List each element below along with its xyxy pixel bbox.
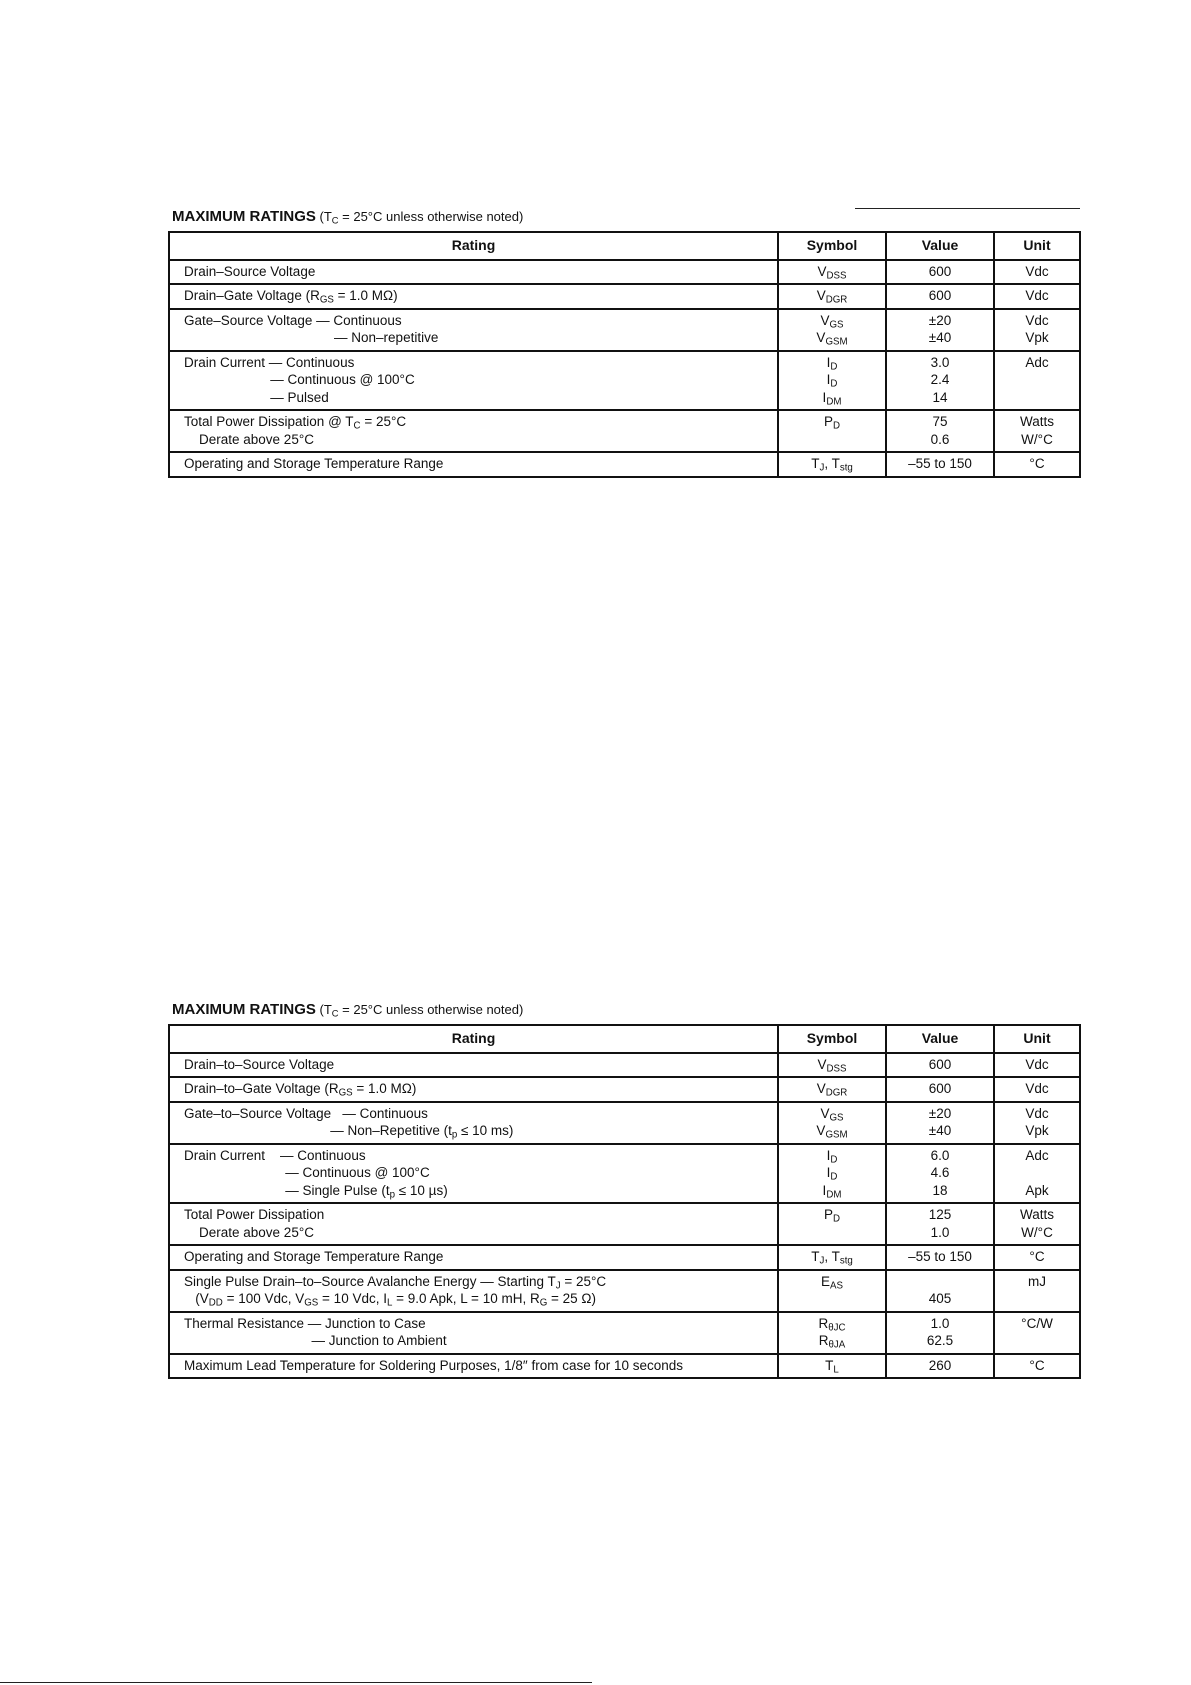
symbol-text: $I_D$ — [826, 372, 838, 390]
unit-text: Vdc — [1025, 1105, 1049, 1121]
table-row — [169, 1144, 1080, 1204]
unit-text: W/°C — [1021, 431, 1053, 447]
value-cell — [886, 1354, 994, 1379]
table-body — [169, 1053, 1080, 1379]
header-row — [169, 1025, 1080, 1053]
rating-text: Thermal Resistance — Junction to Case — [184, 1315, 426, 1331]
value-cell — [886, 351, 994, 411]
symbol-cell — [778, 284, 886, 309]
rating-cell — [169, 410, 778, 452]
rating-text: Maximum Lead Temperature for Soldering Purposes, 1/8″ from case for 10 seconds — [184, 1357, 684, 1373]
rating-cell — [169, 309, 778, 351]
value-text: 600 — [928, 288, 952, 303]
unit-text — [999, 1164, 1075, 1182]
symbol-text: $P_D$ — [823, 1207, 841, 1225]
symbol-cell — [778, 1354, 886, 1379]
column-header-symbol: Symbol — [778, 1025, 886, 1053]
table-heading — [172, 1000, 1079, 1019]
rating-text: Drain–to–Gate Voltage ($R_{GS} = 1.0$ MΩ) — [184, 1081, 417, 1099]
rating-cell — [169, 1270, 778, 1312]
rating-text: Derate above 25°C — [184, 1224, 314, 1240]
symbol-text: $T_L$ — [825, 1357, 839, 1375]
rating-cell — [169, 1245, 778, 1270]
symbol-text: $I_{DM}$ — [822, 1182, 842, 1200]
value-text: 3.0 — [930, 354, 950, 370]
rating-text: Gate–Source Voltage — Continuous — [184, 312, 402, 328]
value-text: 18 — [932, 1182, 948, 1198]
bottom-rule — [0, 1682, 592, 1683]
column-header-unit: Unit — [994, 1025, 1080, 1053]
header-row — [169, 232, 1080, 260]
symbol-text: $V_{GS}$ — [820, 1105, 844, 1123]
column-header-symbol: Symbol — [778, 232, 886, 260]
unit-text: Watts — [1019, 1207, 1054, 1222]
table-row — [169, 1270, 1080, 1312]
symbol-cell — [778, 351, 886, 411]
unit-text: mJ — [1028, 1273, 1046, 1289]
symbol-cell — [778, 1102, 886, 1144]
heading-title: MAXIMUM RATINGS — [172, 1001, 316, 1018]
symbol-text: $T_J$, $T_{stg}$ — [811, 1249, 853, 1267]
rating-text: — Continuous @ 100°C — [184, 1165, 430, 1180]
rating-text: — Non–repetitive — [184, 330, 439, 345]
value-text: 14 — [932, 389, 948, 405]
rating-text: Drain–Source Voltage — [184, 263, 316, 279]
rating-text: Drain–Gate Voltage ($R_{GS} = 1.0$ MΩ) — [184, 288, 398, 306]
rating-cell — [169, 1203, 778, 1245]
value-text: 75 — [932, 414, 948, 429]
unit-text: Vdc — [1025, 1056, 1049, 1072]
value-cell — [886, 1203, 994, 1245]
value-cell — [886, 1053, 994, 1078]
rating-text: Drain–to–Source Voltage — [184, 1056, 335, 1072]
heading-note: ($T_C = 25^\circ C$ unless otherwise noted) — [315, 1002, 524, 1019]
table-row — [169, 1354, 1080, 1379]
symbol-cell — [778, 1077, 886, 1102]
symbol-text — [783, 431, 881, 449]
unit-text: °C — [1029, 456, 1045, 471]
symbol-cell — [778, 1245, 886, 1270]
rating-text: — Junction to Ambient — [184, 1333, 447, 1348]
ratings-block-1 — [168, 207, 1079, 478]
unit-cell — [994, 1102, 1080, 1144]
value-text: 600 — [928, 1081, 952, 1096]
rating-text: — Continuous @ 100°C — [184, 372, 415, 387]
heading-title: MAXIMUM RATINGS — [172, 208, 316, 225]
rating-text: Gate–to–Source Voltage — Continuous — [184, 1105, 428, 1121]
unit-text — [999, 389, 1075, 407]
rating-cell — [169, 1312, 778, 1354]
value-cell — [886, 1144, 994, 1204]
ratings-block-2 — [168, 1000, 1079, 1379]
maximum-ratings-table — [168, 1024, 1081, 1379]
rating-cell — [169, 1102, 778, 1144]
unit-cell — [994, 351, 1080, 411]
table-row — [169, 284, 1080, 309]
value-text: ±40 — [928, 1123, 952, 1138]
column-header-rating: Rating — [169, 232, 778, 260]
symbol-text: $E_{AS}$ — [821, 1273, 843, 1291]
rating-text: Operating and Storage Temperature Range — [184, 456, 444, 471]
unit-cell — [994, 1270, 1080, 1312]
table-row — [169, 1102, 1080, 1144]
symbol-cell — [778, 410, 886, 452]
value-cell — [886, 260, 994, 285]
value-text: –55 to 150 — [908, 456, 972, 471]
unit-cell — [994, 410, 1080, 452]
table-heading — [172, 207, 1079, 226]
value-text: 125 — [928, 1207, 952, 1222]
table-row — [169, 1077, 1080, 1102]
unit-cell — [994, 309, 1080, 351]
value-text: 600 — [928, 1056, 952, 1072]
unit-cell — [994, 1354, 1080, 1379]
table-header — [169, 232, 1080, 260]
rating-text: Derate above 25°C — [184, 431, 314, 447]
symbol-text: $V_{DSS}$ — [817, 1056, 847, 1074]
rating-text: ($V_{DD} = 100$ Vdc, $V_{GS} = 10$ Vdc, $I_L = 9.0$ Apk, L = 10 mH, $R_G = 25$ Ω) — [184, 1291, 597, 1309]
unit-text — [999, 1290, 1075, 1308]
value-cell — [886, 284, 994, 309]
value-cell — [886, 410, 994, 452]
unit-text: Vpk — [1025, 1123, 1049, 1138]
value-cell — [886, 1245, 994, 1270]
rating-cell — [169, 1144, 778, 1204]
value-text: 62.5 — [926, 1333, 954, 1348]
value-cell — [886, 1312, 994, 1354]
rating-text: Drain Current — Continuous — [184, 1147, 366, 1163]
unit-text: W/°C — [1021, 1224, 1053, 1240]
unit-text: Apk — [1025, 1182, 1049, 1198]
unit-cell — [994, 1077, 1080, 1102]
table-row — [169, 260, 1080, 285]
value-text — [891, 1273, 989, 1291]
value-text: –55 to 150 — [908, 1249, 972, 1264]
unit-cell — [994, 1053, 1080, 1078]
value-text: 1.0 — [930, 1224, 950, 1240]
unit-text: Vpk — [1025, 330, 1049, 345]
rating-cell — [169, 1077, 778, 1102]
symbol-cell — [778, 1270, 886, 1312]
rating-text: — Single Pulse ($t_p \le 10$ µs) — [184, 1182, 448, 1200]
column-header-value: Value — [886, 1025, 994, 1053]
symbol-text: $I_D$ — [826, 354, 838, 372]
table-row — [169, 351, 1080, 411]
symbol-text: $R_{\theta JC}$ — [818, 1315, 846, 1333]
rating-cell — [169, 284, 778, 309]
rating-text: — Non–Repetitive ($t_p \le 10$ ms) — [184, 1123, 514, 1141]
value-text: ±40 — [928, 330, 952, 345]
symbol-text: $I_{DM}$ — [822, 389, 842, 407]
value-cell — [886, 452, 994, 477]
value-text: 1.0 — [930, 1315, 950, 1331]
table-row — [169, 1312, 1080, 1354]
symbol-text: $V_{DGR}$ — [816, 1081, 848, 1099]
table-header — [169, 1025, 1080, 1053]
heading-note: ($T_C = 25^\circ C$ unless otherwise noted) — [315, 209, 524, 226]
unit-cell — [994, 1245, 1080, 1270]
unit-text — [999, 371, 1075, 389]
symbol-cell — [778, 260, 886, 285]
unit-text: °C — [1029, 1357, 1045, 1373]
unit-cell — [994, 284, 1080, 309]
unit-text: Vdc — [1025, 312, 1049, 328]
table-row — [169, 1245, 1080, 1270]
symbol-cell — [778, 452, 886, 477]
symbol-cell — [778, 309, 886, 351]
symbol-cell — [778, 1053, 886, 1078]
unit-text: Vdc — [1025, 263, 1049, 279]
value-cell — [886, 1270, 994, 1312]
unit-text: °C/W — [1021, 1315, 1053, 1331]
value-text: 260 — [928, 1357, 952, 1373]
value-text: 600 — [928, 263, 952, 279]
value-text: 0.6 — [930, 431, 950, 447]
symbol-text: $T_J$, $T_{stg}$ — [811, 456, 853, 474]
symbol-text: $V_{GSM}$ — [816, 1123, 848, 1141]
value-cell — [886, 1102, 994, 1144]
maximum-ratings-table — [168, 231, 1081, 478]
value-text: 2.4 — [930, 372, 950, 387]
value-text: ±20 — [928, 312, 952, 328]
table-row — [169, 410, 1080, 452]
rating-text: Operating and Storage Temperature Range — [184, 1249, 444, 1264]
unit-text: Vdc — [1025, 1081, 1049, 1096]
table-row — [169, 452, 1080, 477]
value-cell — [886, 309, 994, 351]
value-cell — [886, 1077, 994, 1102]
value-text: 4.6 — [930, 1165, 950, 1180]
value-text: 405 — [928, 1291, 952, 1306]
symbol-text — [783, 1224, 881, 1242]
symbol-text: $I_D$ — [826, 1165, 838, 1183]
unit-text: °C — [1029, 1249, 1045, 1264]
table-row — [169, 1203, 1080, 1245]
unit-text: Adc — [1025, 354, 1049, 370]
symbol-text: $I_D$ — [826, 1147, 838, 1165]
rating-cell — [169, 452, 778, 477]
symbol-text: $V_{DSS}$ — [817, 263, 847, 281]
symbol-cell — [778, 1144, 886, 1204]
unit-text: Watts — [1019, 414, 1054, 429]
value-text: 6.0 — [930, 1147, 950, 1163]
column-header-unit: Unit — [994, 232, 1080, 260]
column-header-value: Value — [886, 232, 994, 260]
symbol-text: $R_{\theta JA}$ — [818, 1333, 846, 1351]
symbol-text — [783, 1290, 881, 1308]
rating-text: Single Pulse Drain–to–Source Avalanche Energy — Starting $T_J = 25^\circ C$ — [184, 1273, 607, 1291]
unit-text: Adc — [1025, 1147, 1049, 1163]
value-text: ±20 — [928, 1105, 952, 1121]
rating-text: Drain Current — Continuous — [184, 354, 355, 370]
symbol-cell — [778, 1312, 886, 1354]
symbol-text: $V_{DGR}$ — [816, 288, 848, 306]
unit-text: Vdc — [1025, 288, 1049, 303]
unit-cell — [994, 1312, 1080, 1354]
rating-text: Total Power Dissipation @ $T_C = 25^\circ C$ — [184, 414, 407, 432]
symbol-text: $V_{GS}$ — [820, 312, 844, 330]
rating-text: — Pulsed — [184, 389, 329, 405]
rating-cell — [169, 351, 778, 411]
rating-cell — [169, 260, 778, 285]
symbol-text: $P_D$ — [823, 414, 841, 432]
unit-cell — [994, 1144, 1080, 1204]
unit-cell — [994, 452, 1080, 477]
column-header-rating: Rating — [169, 1025, 778, 1053]
unit-text — [999, 1332, 1075, 1350]
unit-cell — [994, 260, 1080, 285]
table-row — [169, 309, 1080, 351]
table-row — [169, 1053, 1080, 1078]
unit-cell — [994, 1203, 1080, 1245]
rating-text: Total Power Dissipation — [184, 1207, 325, 1222]
symbol-cell — [778, 1203, 886, 1245]
rating-cell — [169, 1354, 778, 1379]
rating-cell — [169, 1053, 778, 1078]
table-body — [169, 260, 1080, 477]
symbol-text: $V_{GSM}$ — [816, 330, 848, 348]
